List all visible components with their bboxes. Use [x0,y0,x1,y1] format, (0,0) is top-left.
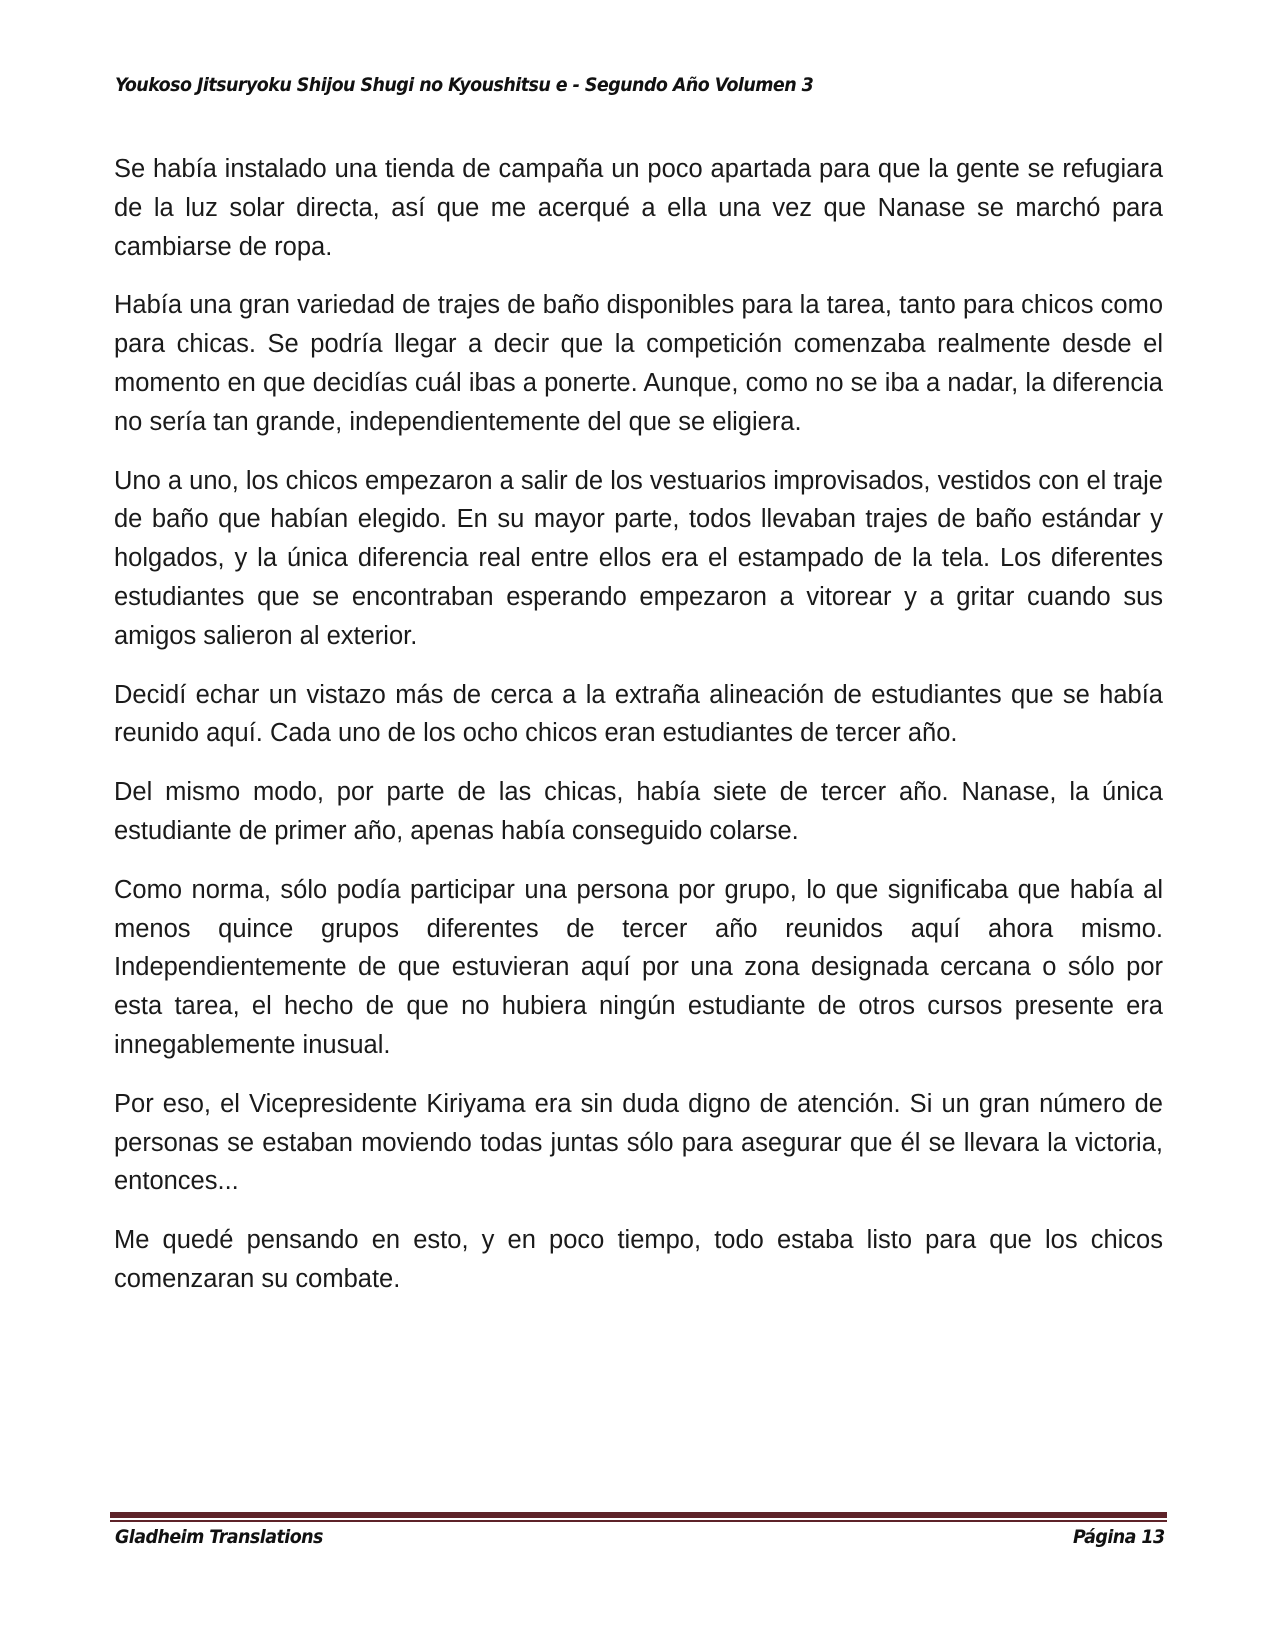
body-text [114,150,1163,1319]
footer-translator: Gladheim Translations [115,1526,323,1548]
footer-divider [110,1512,1167,1518]
paragraph: Me quedé pensando en esto, y en poco tiempo, todo estaba listo para que los chicos comenzaran su combate. [114,1226,1163,1293]
page-header-title: Youkoso Jitsuryoku Shijou Shugi no Kyoushitsu e - Segundo Año Volumen 3 [115,74,814,96]
footer-divider-thin [110,1520,1167,1522]
paragraph: Decidí echar un vistazo más de cerca a la extraña alineación de estudiantes que se había reunido aquí. Cada uno de los ocho chicos eran estudiantes de tercer año. [114,680,1163,748]
paragraph: Del mismo modo, por parte de las chicas, había siete de tercer año. Nanase, la única estudiante de primer año, apenas había conseguido colarse. [114,778,1163,845]
paragraph: Por eso, el Vicepresidente Kiriyama era sin duda digno de atención. Si un gran número de personas se estaban moviendo todas juntas sólo para asegurar que él se llevara la victoria, entonces... [114,1089,1163,1196]
paragraph: Uno a uno, los chicos empezaron a salir de los vestuarios improvisados, vestidos con el traje de baño que habían elegido. En su mayor parte, todos llevaban trajes de baño estándar y holgados, y la única diferencia real entre ellos era el estampado de la tela. Los diferentes estudiantes que se encontraban esperando empezaron a vitorear y a gritar cuando sus amigos salieron al exterior. [114,466,1163,650]
paragraph: Se había instalado una tienda de campaña un poco apartada para que la gente se refugiara de la luz solar directa, así que me acerqué a ella una vez que Nanase se marchó para cambiarse de ropa. [114,155,1163,261]
page-number: Página 13 [1073,1526,1165,1548]
paragraph: Había una gran variedad de trajes de baño disponibles para la tarea, tanto para chicos como para chicas. Se podría llegar a decir que la competición comenzaba realmente desde el momento en que decidías cuál ibas a ponerte. Aunque, como no se iba a nadar, la diferencia no sería tan grande, independientemente del que se eligiera. [114,291,1163,436]
paragraph: Como norma, sólo podía participar una persona por grupo, lo que significaba que había al menos quince grupos diferentes de tercer año reunidos aquí ahora mismo. Independientemente de que estuvieran aquí por una zona designada cercana o sólo por esta tarea, el hecho de que no hubiera ningún estudiante de otros cursos presente era innegablemente inusual. [114,875,1163,1059]
